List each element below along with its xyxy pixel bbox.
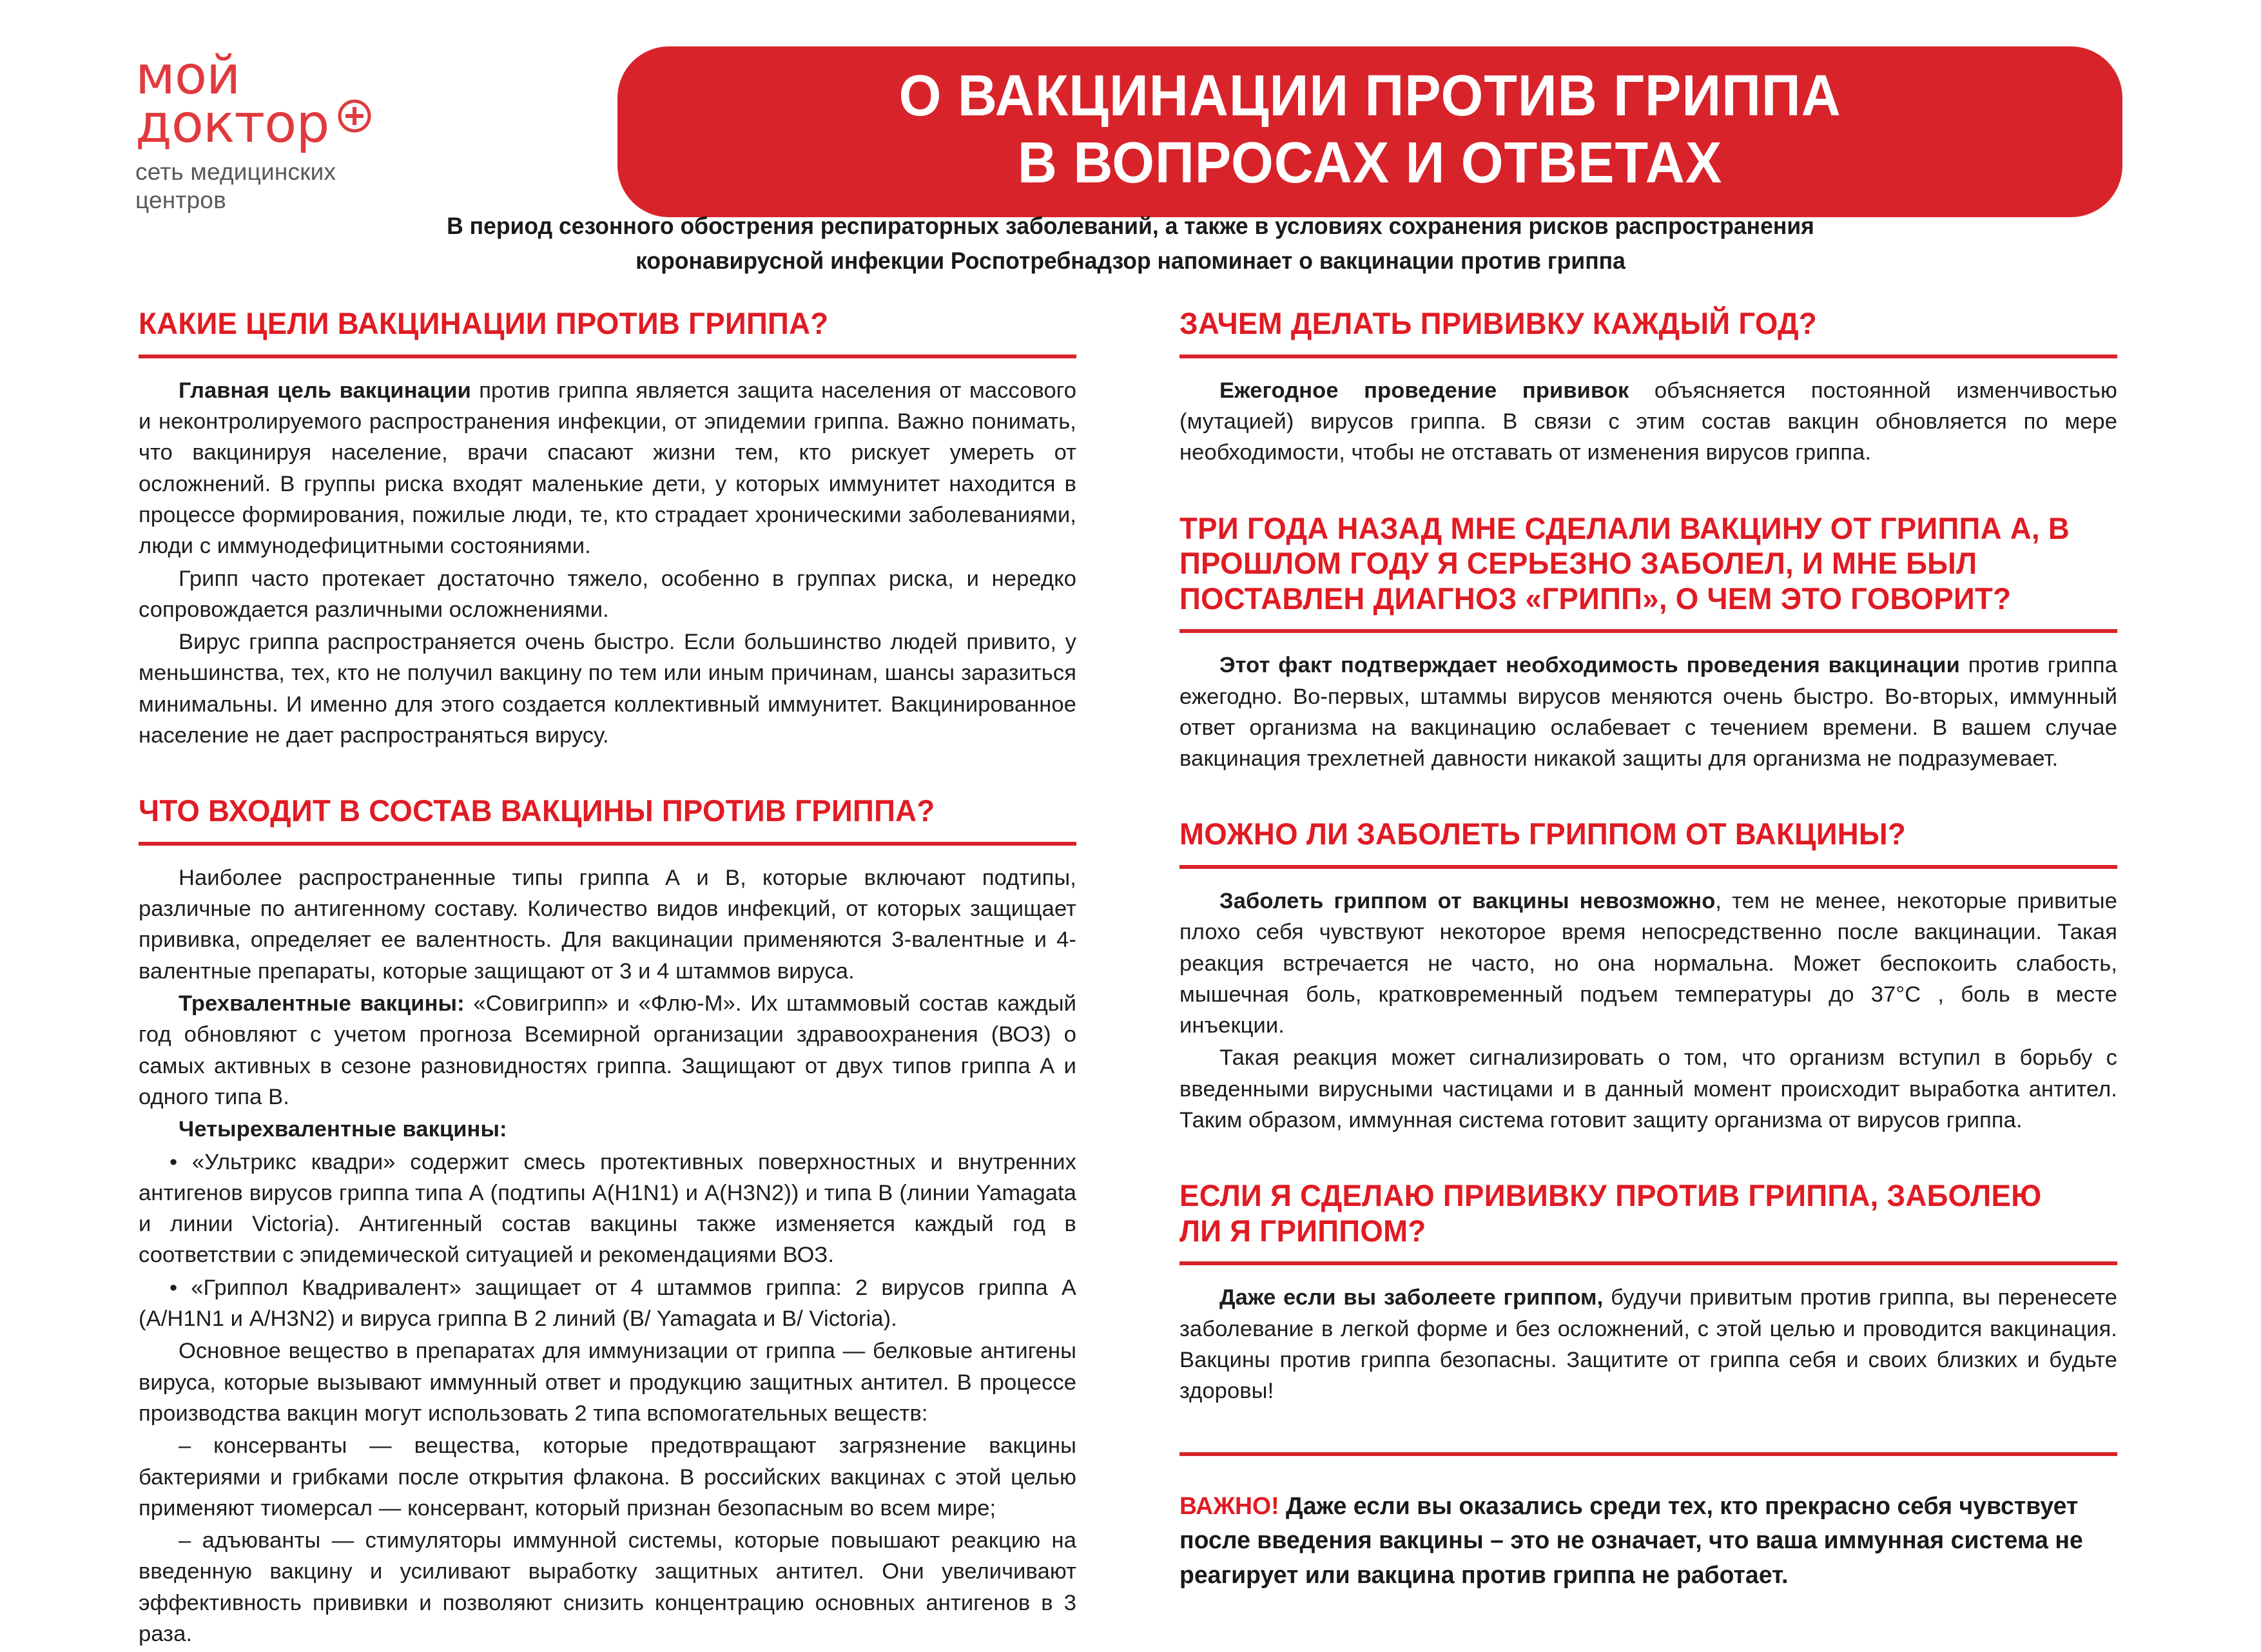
bullet-item: • «Ультрикс квадри» содержит смесь протективных поверхностных и внутренних антигенов вирусов гриппа типа А (подтипы A(H1N1) и A(H3N2)) и типа В (линии Yamagata и линии Victoria). Антигенный состав вакцины также изменяется каждый год в соответствии с эпидемической ситуацией и рекомендациями ВОЗ.: [139, 1149, 1076, 1268]
paragraph-lead: Трехвалентные вакцины:: [179, 991, 465, 1016]
section-divider: [139, 355, 1076, 358]
paragraph: Вирус гриппа распространяется очень быстро. Если большинство людей привито, у меньшинства, тех, кто не получил вакцину по тем или иным причинам, шансы заразиться минимальны. И именно для этого создается коллективный иммунитет. Вакцинированное население не дает распространяться вирусу.: [139, 630, 1076, 748]
section-heading: КАКИЕ ЦЕЛИ ВАКЦИНАЦИИ ПРОТИВ ГРИППА?: [139, 306, 829, 341]
intro-subtitle-line-1: В период сезонного обострения респираторных заболеваний, а также в условиях сохранения рисков распространения: [447, 213, 1814, 239]
section-vaccination-goals: [139, 306, 1076, 751]
paragraph-lead: Даже если вы заболеете гриппом,: [1219, 1285, 1604, 1310]
paragraph-lead: Этот факт подтверждает необходимость проведения вакцинации: [1219, 653, 1960, 678]
paragraph-lead: Заболеть гриппом от вакцины невозможно: [1219, 888, 1716, 913]
paragraph: [1179, 650, 2117, 774]
paragraph-text: против гриппа является защита населения от массового и неконтролируемого распространения инфекции, от эпидемии гриппа. Важно понимать, что вакцинируя население, врачи спасают жизни тем, кто рискует умереть от осложнений. В группы риска входят маленькие дети, у которых иммунитет находится в процессе формирования, пожилые люди, те, кто страдает хроническими заболеваниями, люди с иммунодефицитными состояниями.: [139, 378, 1076, 559]
banner-title-line-1: О ВАКЦИНАЦИИ ПРОТИВ ГРИППА: [898, 64, 1841, 128]
section-will-i-get-flu: [1179, 1178, 2117, 1406]
paragraph-text: «Совигрипп» и «Флю-М». Их штаммовый состав каждый год обновляют с учетом прогноза Всемирной организации здравоохранения (ВОЗ) о самых активных в сезоне разновидностях гриппа. Защищают от двух типов гриппа А и одного типа В.: [139, 991, 1076, 1109]
logo-subtitle: сеть медицинских центров: [135, 158, 336, 213]
paragraph: Наиболее распространенные типы гриппа А и В, которые включают подтипы, различные по антигенному составу. Количество видов инфекций, от которых защищает прививка, определяет ее валентность. Для вакцинации применяются 3-валентные и 4-валентные препараты, которые защищают от 3 и 4 штаммов вируса.: [139, 865, 1076, 984]
paragraph: [1179, 886, 2117, 1041]
spacer: [1179, 1410, 2117, 1439]
intro-subtitle: [45, 193, 2216, 278]
paragraph: – консерванты — вещества, которые предотвращают загрязнение вакцины бактериями и грибками после открытия флакона. В российских вакцинах с этой целью применяют тиомерсал — консервант, который признан безопасным во всем мире;: [139, 1433, 1076, 1521]
left-column: [139, 306, 1076, 1652]
section-heading: МОЖНО ЛИ ЗАБОЛЕТЬ ГРИППОМ ОТ ВАКЦИНЫ?: [1179, 817, 1907, 851]
logo-line-2: доктор: [135, 93, 329, 155]
banner-title-line-2: В ВОПРОСАХ И ОТВЕТАХ: [1017, 130, 1723, 195]
important-flag: ВАЖНО!: [1179, 1492, 1279, 1520]
paragraph-text: объясняется постоянной изменчивостью (мутацией) вирусов гриппа. В связи с этим состав вакцин обновляется по мере необходимости, чтобы не отставать от изменения вирусов гриппа.: [1179, 378, 2117, 465]
section-divider: [1179, 865, 2117, 869]
intro-subtitle-line-2: коронавирусной инфекции Роспотребнадзор напоминает о вакцинации против гриппа: [636, 247, 1625, 274]
section-heading: ЧТО ВХОДИТ В СОСТАВ ВАКЦИНЫ ПРОТИВ ГРИППА?: [139, 793, 935, 828]
content-columns: [0, 278, 2261, 1652]
page-header: [0, 0, 2261, 213]
paragraph-lead: Главная цель вакцинации: [179, 378, 471, 403]
section-divider: [139, 842, 1076, 846]
paragraph-subheading: [139, 1114, 1076, 1145]
logo-wordmark: [135, 45, 329, 155]
section-heading: ТРИ ГОДА НАЗАД МНЕ СДЕЛАЛИ ВАКЦИНУ ОТ ГРИППА А, В ПРОШЛОМ ГОДУ Я СЕРЬЕЗНО ЗАБОЛЕЛ, И МНЕ БЫЛ ПОСТАВЛЕН ДИАГНОЗ «ГРИПП», О ЧЕМ ЭТО ГОВОРИТ?: [1179, 510, 2070, 616]
paragraph: [1179, 375, 2117, 469]
paragraph: [139, 375, 1076, 562]
important-callout: [1179, 1490, 2103, 1594]
paragraph: Грипп часто протекает достаточно тяжело, особенно в группах риска, и нередко сопровождается различными осложнениями.: [139, 566, 1076, 622]
title-banner: [617, 46, 2122, 217]
right-column: [1179, 306, 2117, 1652]
section-flu-from-vaccine: [1179, 817, 2117, 1136]
logo-line-1: мой: [135, 45, 240, 106]
section-annual-vaccination: [1179, 306, 2117, 468]
important-divider: [1179, 1452, 2117, 1456]
section-vaccine-composition: [139, 793, 1076, 1649]
section-divider: [1179, 355, 2117, 358]
spacer: [139, 753, 1076, 793]
title-banner-wrap: [490, 46, 2261, 217]
brand-logo: [0, 46, 490, 214]
section-divider: [1179, 629, 2117, 633]
medical-plus-icon: [338, 99, 371, 133]
important-text: Даже если вы оказались среди тех, кто прекрасно себя чувствует после введения вакцины – это не означает, что ваша иммунная система не реагирует или вакцина против гриппа не работает.: [1179, 1492, 2083, 1589]
spacer: [1179, 1138, 2117, 1178]
bullet-item: • «Гриппол Квадривалент» защищает от 4 штаммов гриппа: 2 вирусов гриппа А (A/H1N1 и A/H3N2) и вируса гриппа В 2 линий (B/ Yamagata и B/ Victoria).: [139, 1275, 1076, 1332]
section-heading: ЗАЧЕМ ДЕЛАТЬ ПРИВИВКУ КАЖДЫЙ ГОД?: [1179, 306, 1817, 341]
paragraph-text: против гриппа ежегодно. Во-первых, штаммы вирусов меняются очень быстро. Во-вторых, иммунный ответ организма на вакцинацию ослабевает с течением времени. В вашем случае вакцинация трехлетней давности никакой защиты для организма не подразумевает.: [1179, 653, 2117, 772]
paragraph: Такая реакция может сигнализировать о том, что организм вступил в борьбу с введенными вирусными частицами и в данный момент происходит выработка антител. Таким образом, иммунная система готовит защиту организма от вирусов гриппа.: [1179, 1045, 2117, 1133]
paragraph-text: будучи привитым против гриппа, вы перенесете заболевание в легкой форме и без осложнений, с этой целью и проводится вакцинация. Вакцины против гриппа безопасны. Защитите от гриппа себя и своих близких и будьте здоровы!: [1179, 1285, 2117, 1404]
section-divider: [1179, 1261, 2117, 1265]
paragraph: [139, 988, 1076, 1113]
paragraph: Основное вещество в препаратах для иммунизации от гриппа — белковые антигены вируса, которые вызывают иммунный ответ и продукцию защитных антител. В процессе производства вакцин могут использовать 2 типа вспомогательных веществ:: [139, 1339, 1076, 1426]
paragraph-lead: Ежегодное проведение прививок: [1219, 378, 1629, 403]
spacer: [1179, 471, 2117, 511]
paragraph: – адъюванты — стимуляторы иммунной системы, которые повышают реакцию на введенную вакцину и усиливают выработку защитных антител. Они увеличивают эффективность прививки и позволяют снизить концентрацию основных антигенов в 3 раза.: [139, 1528, 1076, 1646]
paragraph: [1179, 1282, 2117, 1406]
spacer: [1179, 1473, 2117, 1490]
section-heading: ЕСЛИ Я СДЕЛАЮ ПРИВИВКУ ПРОТИВ ГРИППА, ЗАБОЛЕЮ ЛИ Я ГРИППОМ?: [1179, 1178, 2042, 1248]
section-three-years-ago: [1179, 511, 2117, 775]
paragraph-text: , тем не менее, некоторые привитые плохо себя чувствуют некоторое время непосредственно после вакцинации. Такая реакция встречается не часто, но она нормальна. Может беспокоить слабость, мышечная боль, кратковременный подъем температуры до 37°С , боль в месте инъекции.: [1179, 888, 2117, 1038]
spacer: [1179, 777, 2117, 817]
paragraph-lead: Четырехвалентные вакцины:: [179, 1117, 507, 1142]
